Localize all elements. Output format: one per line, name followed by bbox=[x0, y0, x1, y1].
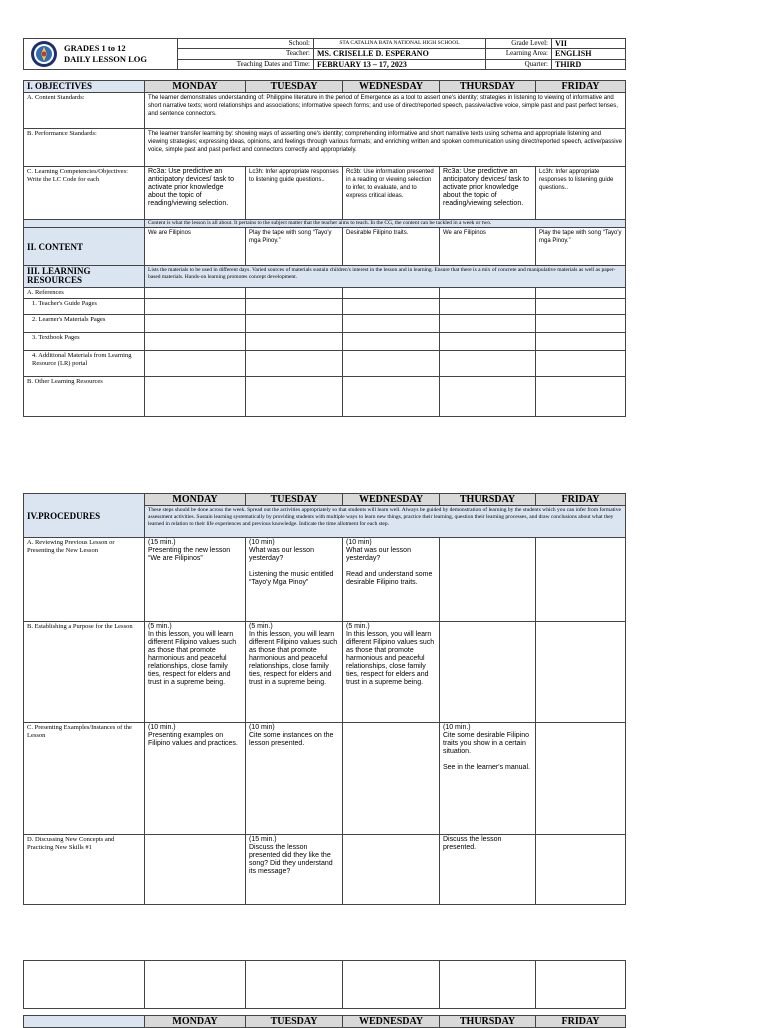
dates-value: FEBRUARY 13 – 17, 2023 bbox=[314, 59, 486, 69]
content-thursday: We are Filipinos bbox=[440, 228, 536, 266]
title-cell bbox=[24, 39, 178, 70]
dll-header-table bbox=[23, 38, 626, 70]
proc-day-friday: FRIDAY bbox=[536, 494, 626, 506]
teacher-value: MS. CRISELLE D. ESPERANO bbox=[314, 49, 486, 59]
proc-d-thursday: Discuss the lesson presented. bbox=[440, 835, 536, 905]
next-day-thursday: THURSDAY bbox=[440, 1016, 536, 1028]
content-heading: II. CONTENT bbox=[24, 228, 145, 266]
proc-day-monday: MONDAY bbox=[145, 494, 246, 506]
content-note: Content is what the lesson is all about. It pertains to the subject matter that the teacher aims to teach. In the CG, the content can be tackled in a week or two. bbox=[145, 220, 626, 228]
additional-materials-label: 4. Additional Materials from Learning Resource (LR) portal bbox=[24, 351, 145, 377]
grade-label: Grade Level: bbox=[486, 39, 552, 49]
title-line-2: DAILY LESSON LOG bbox=[64, 54, 147, 64]
proc-b-tuesday: (5 min.) In this lesson, you will learn different Filipino values such as those that promote harmonious and peaceful relationships, close family ties, respect for elders and trust in a supreme being. bbox=[246, 622, 343, 723]
content-friday: Play the tape with song “Tayo'y mga Pinoy.” bbox=[536, 228, 626, 266]
content-tuesday: Play the tape with song “Tayo'y mga Pinoy.” bbox=[246, 228, 343, 266]
day-monday: MONDAY bbox=[145, 81, 246, 93]
performance-standards-text: The learner transfer learning by: showing ways of asserting one's identity; comprehending informative and short narrative texts using schema and appropriate listening and viewing strategies; expressing ideas, opinions, and feelings through various formats; and enriching written and spoken communication using direct/reported speech, active/passive voice, simple past and past perfect and connectors correctly and appropriately. bbox=[145, 129, 626, 167]
proc-b-thursday bbox=[440, 622, 536, 723]
performance-standards-label: B. Performance Standards: bbox=[24, 129, 145, 167]
procedures-block bbox=[23, 493, 625, 905]
proc-c-monday: (10 min.) Presenting examples on Filipino values and practices. bbox=[145, 723, 246, 835]
learners-materials-label: 2. Learner's Materials Pages bbox=[24, 315, 145, 333]
content-standards-text: The learner demonstrates understanding of: Philippine literature in the period of Emergence as a tool to assert one's identity; strategies in listening to viewing of informative and short narrative texts; word relationships and associations; informative speech forms; and use of direct/reported speech, passive/active voice, simple past and past perfect tenses, and sentence connectors. bbox=[145, 93, 626, 129]
day-wednesday: WEDNESDAY bbox=[343, 81, 440, 93]
dates-label: Teaching Dates and Time: bbox=[178, 59, 314, 69]
content-note-spacer bbox=[24, 220, 145, 228]
competency-monday: Rc3a: Use predictive an anticipatory devices/ task to activate prior knowledge about the topic of reading/viewing selection. bbox=[145, 167, 246, 220]
proc-a-tuesday: (10 min) What was our lesson yesterday? Listening the music entitled “Tayo'y Mga Pinoy” bbox=[246, 538, 343, 622]
proc-day-thursday: THURSDAY bbox=[440, 494, 536, 506]
proc-a-friday bbox=[536, 538, 626, 622]
proc-d-tuesday: (15 min.) Discuss the lesson presented did they like the song? Did they understand its message? bbox=[246, 835, 343, 905]
teacher-label: Teacher: bbox=[178, 49, 314, 59]
deped-seal-icon bbox=[30, 40, 58, 68]
proc-c-thursday: (10 min.) Cite some desirable Filipino traits you show in a certain situation. See in the learner's manual. bbox=[440, 723, 536, 835]
competency-thursday: Rc3a: Use predictive an anticipatory devices/ task to activate prior knowledge about the topic of reading/viewing selection. bbox=[440, 167, 536, 220]
next-day-friday: FRIDAY bbox=[536, 1016, 626, 1028]
day-tuesday: TUESDAY bbox=[246, 81, 343, 93]
competency-friday: Lc3h: Infer appropriate responses to listening guide questions.. bbox=[536, 167, 626, 220]
competencies-label: C. Learning Competencies/Objectives: Write the LC Code for each bbox=[24, 167, 145, 220]
objectives-block bbox=[23, 80, 625, 417]
proc-c-friday bbox=[536, 723, 626, 835]
proc-d-label: D. Discussing New Concepts and Practicing New Skills #1 bbox=[24, 835, 145, 905]
proc-a-thursday bbox=[440, 538, 536, 622]
day-friday: FRIDAY bbox=[536, 81, 626, 93]
proc-day-wednesday: WEDNESDAY bbox=[343, 494, 440, 506]
proc-c-label: C. Presenting Examples/Instances of the Lesson bbox=[24, 723, 145, 835]
competency-wednesday: Rc3b: Use information presented in a reading or viewing selection to infer, to evaluate, and to express critical ideas. bbox=[343, 167, 440, 220]
content-monday: We are Filipinos bbox=[145, 228, 246, 266]
references-label: A. References bbox=[24, 288, 145, 299]
competency-tuesday: Lc3h: Infer appropriate responses to listening guide questions.. bbox=[246, 167, 343, 220]
other-resources-label: B. Other Learning Resources bbox=[24, 377, 145, 417]
content-standards-label: A. Content Standards: bbox=[24, 93, 145, 129]
quarter-label: Quarter: bbox=[486, 59, 552, 69]
proc-b-wednesday: (5 min.) In this lesson, you will learn different Filipino values such as those that promote harmonious and peaceful relationships, close family ties, respect for elders and trust in a supreme being. bbox=[343, 622, 440, 723]
proc-b-friday bbox=[536, 622, 626, 723]
objectives-table bbox=[23, 80, 626, 417]
procedures-table bbox=[23, 493, 626, 905]
resources-heading: III. LEARNING RESOURCES bbox=[24, 266, 145, 288]
proc-c-tuesday: (10 min) Cite some instances on the lesson presented. bbox=[246, 723, 343, 835]
title-line-1: GRADES 1 to 12 bbox=[64, 43, 126, 53]
proc-b-monday: (5 min.) In this lesson, you will learn different Filipino values such as those that promote harmonious and peaceful relationships, close family ties, respect for elders and trust in a supreme being. bbox=[145, 622, 246, 723]
proc-d-friday bbox=[536, 835, 626, 905]
school-value: STA CATALINA BATA NATIONAL HIGH SCHOOL bbox=[314, 39, 486, 49]
procedures-heading: IV.PROCEDURES bbox=[24, 494, 145, 538]
proc-day-tuesday: TUESDAY bbox=[246, 494, 343, 506]
textbook-pages-label: 3. Textbook Pages bbox=[24, 333, 145, 351]
next-day-monday: MONDAY bbox=[145, 1016, 246, 1028]
next-day-tuesday: TUESDAY bbox=[246, 1016, 343, 1028]
resources-note: Lists the materials to be used in different days. Varied sources of materials sustain children's interest in the lesson and in learning. Ensure that there is a mix of concrete and manipulative materials as well as paper-based materials. Hands-on learning promotes concept development. bbox=[145, 266, 626, 288]
day-thursday: THURSDAY bbox=[440, 81, 536, 93]
proc-a-label: A. Reviewing Previous Lesson or Presenting the New Lesson bbox=[24, 538, 145, 622]
objectives-heading: I. OBJECTIVES bbox=[24, 81, 145, 93]
next-page-table bbox=[23, 960, 626, 1009]
next-page-block bbox=[23, 960, 625, 1009]
next-page-header bbox=[23, 1015, 625, 1028]
proc-d-wednesday bbox=[343, 835, 440, 905]
proc-c-wednesday bbox=[343, 723, 440, 835]
proc-b-label: B. Establishing a Purpose for the Lesson bbox=[24, 622, 145, 723]
content-wednesday: Desirable Filipino traits. bbox=[343, 228, 440, 266]
proc-a-wednesday: (10 min) What was our lesson yesterday? Read and understand some desirable Filipino traits. bbox=[343, 538, 440, 622]
proc-a-monday: (15 min.) Presenting the new lesson “We are Filipinos” bbox=[145, 538, 246, 622]
blank-row-label bbox=[24, 961, 145, 1009]
teachers-guide-label: 1. Teacher's Guide Pages bbox=[24, 299, 145, 315]
procedures-note: These steps should be done across the week. Spread out the activities appropriately so that students will learn well. Always be guided by demonstration of learning by the students which you can infer from formative assessment activities. Sustain learning systematically by providing students with multiple ways to learn new things, practice their learning, question their learning processes, and draw conclusions about what they learned in relation to their life experiences and previous knowledge. Indicate the time allotment for each step. bbox=[145, 506, 626, 538]
school-label: School: bbox=[178, 39, 314, 49]
quarter-value: THIRD bbox=[552, 59, 626, 69]
area-label: Learning Area: bbox=[486, 49, 552, 59]
proc-d-monday bbox=[145, 835, 246, 905]
grade-value: VII bbox=[552, 39, 626, 49]
dll-header-block bbox=[23, 38, 625, 78]
next-day-wednesday: WEDNESDAY bbox=[343, 1016, 440, 1028]
area-value: ENGLISH bbox=[552, 49, 626, 59]
